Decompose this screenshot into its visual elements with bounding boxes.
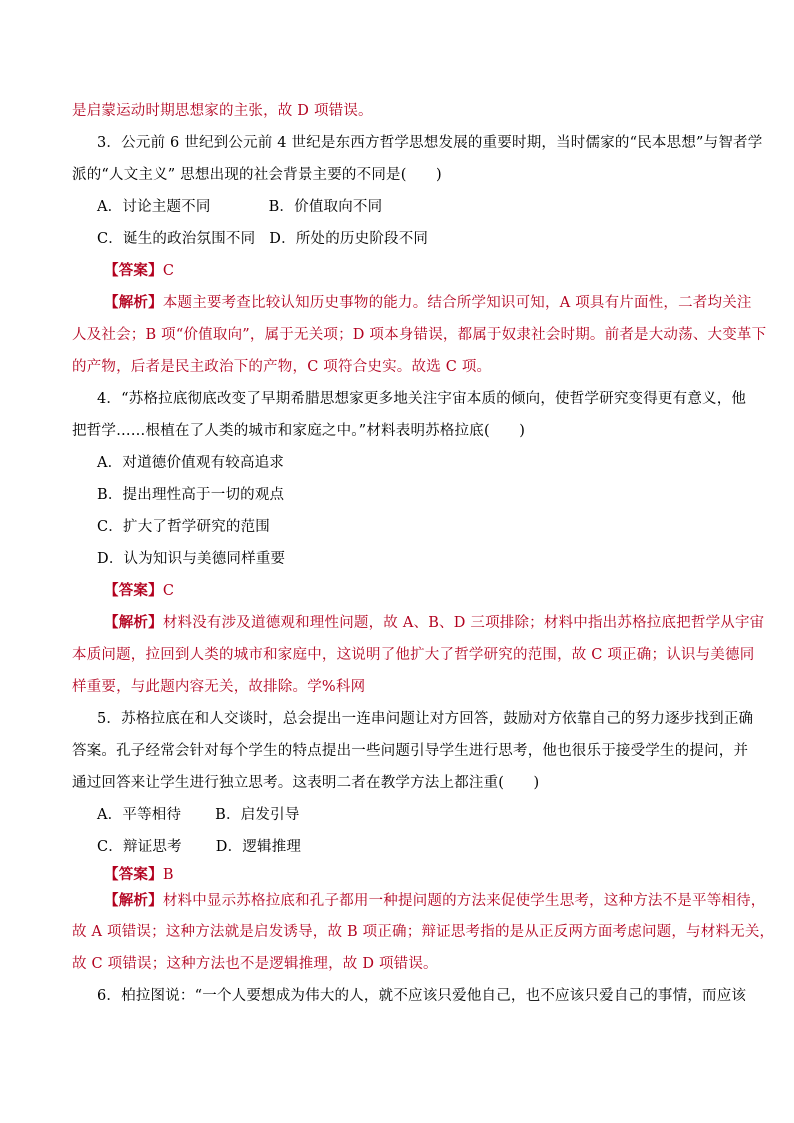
q4-option-a: A．对道德价值观有较高追求: [97, 455, 285, 471]
explanation-tag: 【解析】: [104, 614, 163, 631]
q5-stem-line2: 答案。孔子经常会针对每个学生的特点提出一些问题引导学生进行思考，他也很乐于接受学生的提问，并: [72, 743, 749, 759]
q5-options-row1: [97, 805, 747, 825]
prev-explanation-tail: 是启蒙运动时期思想家的主张，故 D 项错误。: [72, 103, 373, 119]
q5-option-d: D．逻辑推理: [215, 839, 302, 855]
q3-explanation-line1: 【解析】本题主要考查比较认知历史事物的能力。结合所学知识可知，A 项具有片面性，二者均关注: [104, 294, 752, 311]
answer-tag: 【答案】: [104, 262, 163, 279]
q4-stem-line2: 把哲学……根植在了人类的城市和家庭之中。”材料表明苏格拉底( ): [72, 423, 526, 439]
q6-stem-line1: 6．柏拉图说：“一个人要想成为伟大的人，就不应该只爱他自己，也不应该只爱自己的事情，而应该: [97, 988, 747, 1004]
q3-explanation-line2: 人及社会；B 项“价值取向”，属于无关项；D 项本身错误，都属于奴隶社会时期。前者是大动荡、大变革下: [72, 327, 767, 343]
q3-option-c: C．诞生的政治氛围不同: [97, 231, 256, 247]
answer-tag: 【答案】: [104, 866, 163, 883]
q5-option-b: B．启发引导: [215, 807, 300, 823]
q5-stem-line3: 通过回答来让学生进行独立思考。这表明二者在教学方法上都注重( ): [72, 775, 540, 791]
q4-explanation-line2: 本质问题，拉回到人类的城市和家庭中，这说明了他扩大了哲学研究的范围，故 C 项正确；认识与美德同: [72, 647, 755, 663]
q3-options-row2: [97, 229, 747, 249]
q4-explanation-line3: 样重要，与此题内容无关，故排除。学%科网: [72, 679, 366, 695]
q4-option-b: B．提出理性高于一切的观点: [97, 487, 285, 503]
q4-option-c: C．扩大了哲学研究的范围: [97, 519, 270, 535]
q4-answer-value: C: [162, 583, 175, 599]
q3-stem-line1: 3．公元前 6 世纪到公元前 4 世纪是东西方哲学思想发展的重要时期，当时儒家的“民本思想”与智者学: [97, 135, 763, 151]
q5-answer: [104, 865, 754, 885]
q5-explanation-line3: 故 C 项错误；这种方法也不是逻辑推理，故 D 项错误。: [72, 956, 438, 972]
q3-explanation-line3: 的产物，后者是民主政治下的产物，C 项符合史实。故选 C 项。: [72, 359, 492, 375]
q5-answer-value: B: [162, 867, 174, 883]
explanation-tag: 【解析】: [104, 892, 163, 909]
q5-option-c: C．辩证思考: [97, 839, 182, 855]
q5-stem-line1: 5．苏格拉底在和人交谈时，总会提出一连串问题让对方回答，鼓励对方依靠自己的努力逐步找到正确: [97, 711, 754, 727]
q3-option-d: D．所处的历史阶段不同: [269, 231, 429, 247]
q5-explanation-line1: 【解析】材料中显示苏格拉底和孔子都用一种提问题的方法来促使学生思考，这种方法不是平等相待，: [104, 892, 766, 909]
q3-option-a: A．讨论主题不同: [97, 199, 211, 215]
q4-explanation-line1: 【解析】材料没有涉及道德观和理性问题，故 A、B、D 三项排除；材料中指出苏格拉底把哲学从宇宙: [104, 614, 765, 631]
q3-option-b: B．价值取向不同: [268, 199, 383, 215]
q4-option-d: D．认为知识与美德同样重要: [97, 551, 286, 567]
q3-answer-value: C: [162, 263, 175, 279]
q3-stem-line2: 派的“人文主义” 思想出现的社会背景主要的不同是( ): [72, 167, 442, 183]
q3-answer: [104, 261, 754, 281]
q5-options-row2: [97, 837, 747, 857]
q4-stem-line1: 4．“苏格拉底彻底改变了早期希腊思想家更多地关注宇宙本质的倾向，使哲学研究变得更有意义，他: [97, 391, 747, 407]
q5-option-a: A．平等相待: [97, 807, 182, 823]
q3-options-row1: [97, 197, 747, 217]
q5-explanation-line2: 故 A 项错误；这种方法就是启发诱导，故 B 项正确；辩证思考指的是从正反两方面考虑问题，与材料无关，: [72, 924, 775, 940]
explanation-tag: 【解析】: [104, 294, 163, 311]
answer-tag: 【答案】: [104, 582, 163, 599]
q4-answer: [104, 581, 754, 601]
